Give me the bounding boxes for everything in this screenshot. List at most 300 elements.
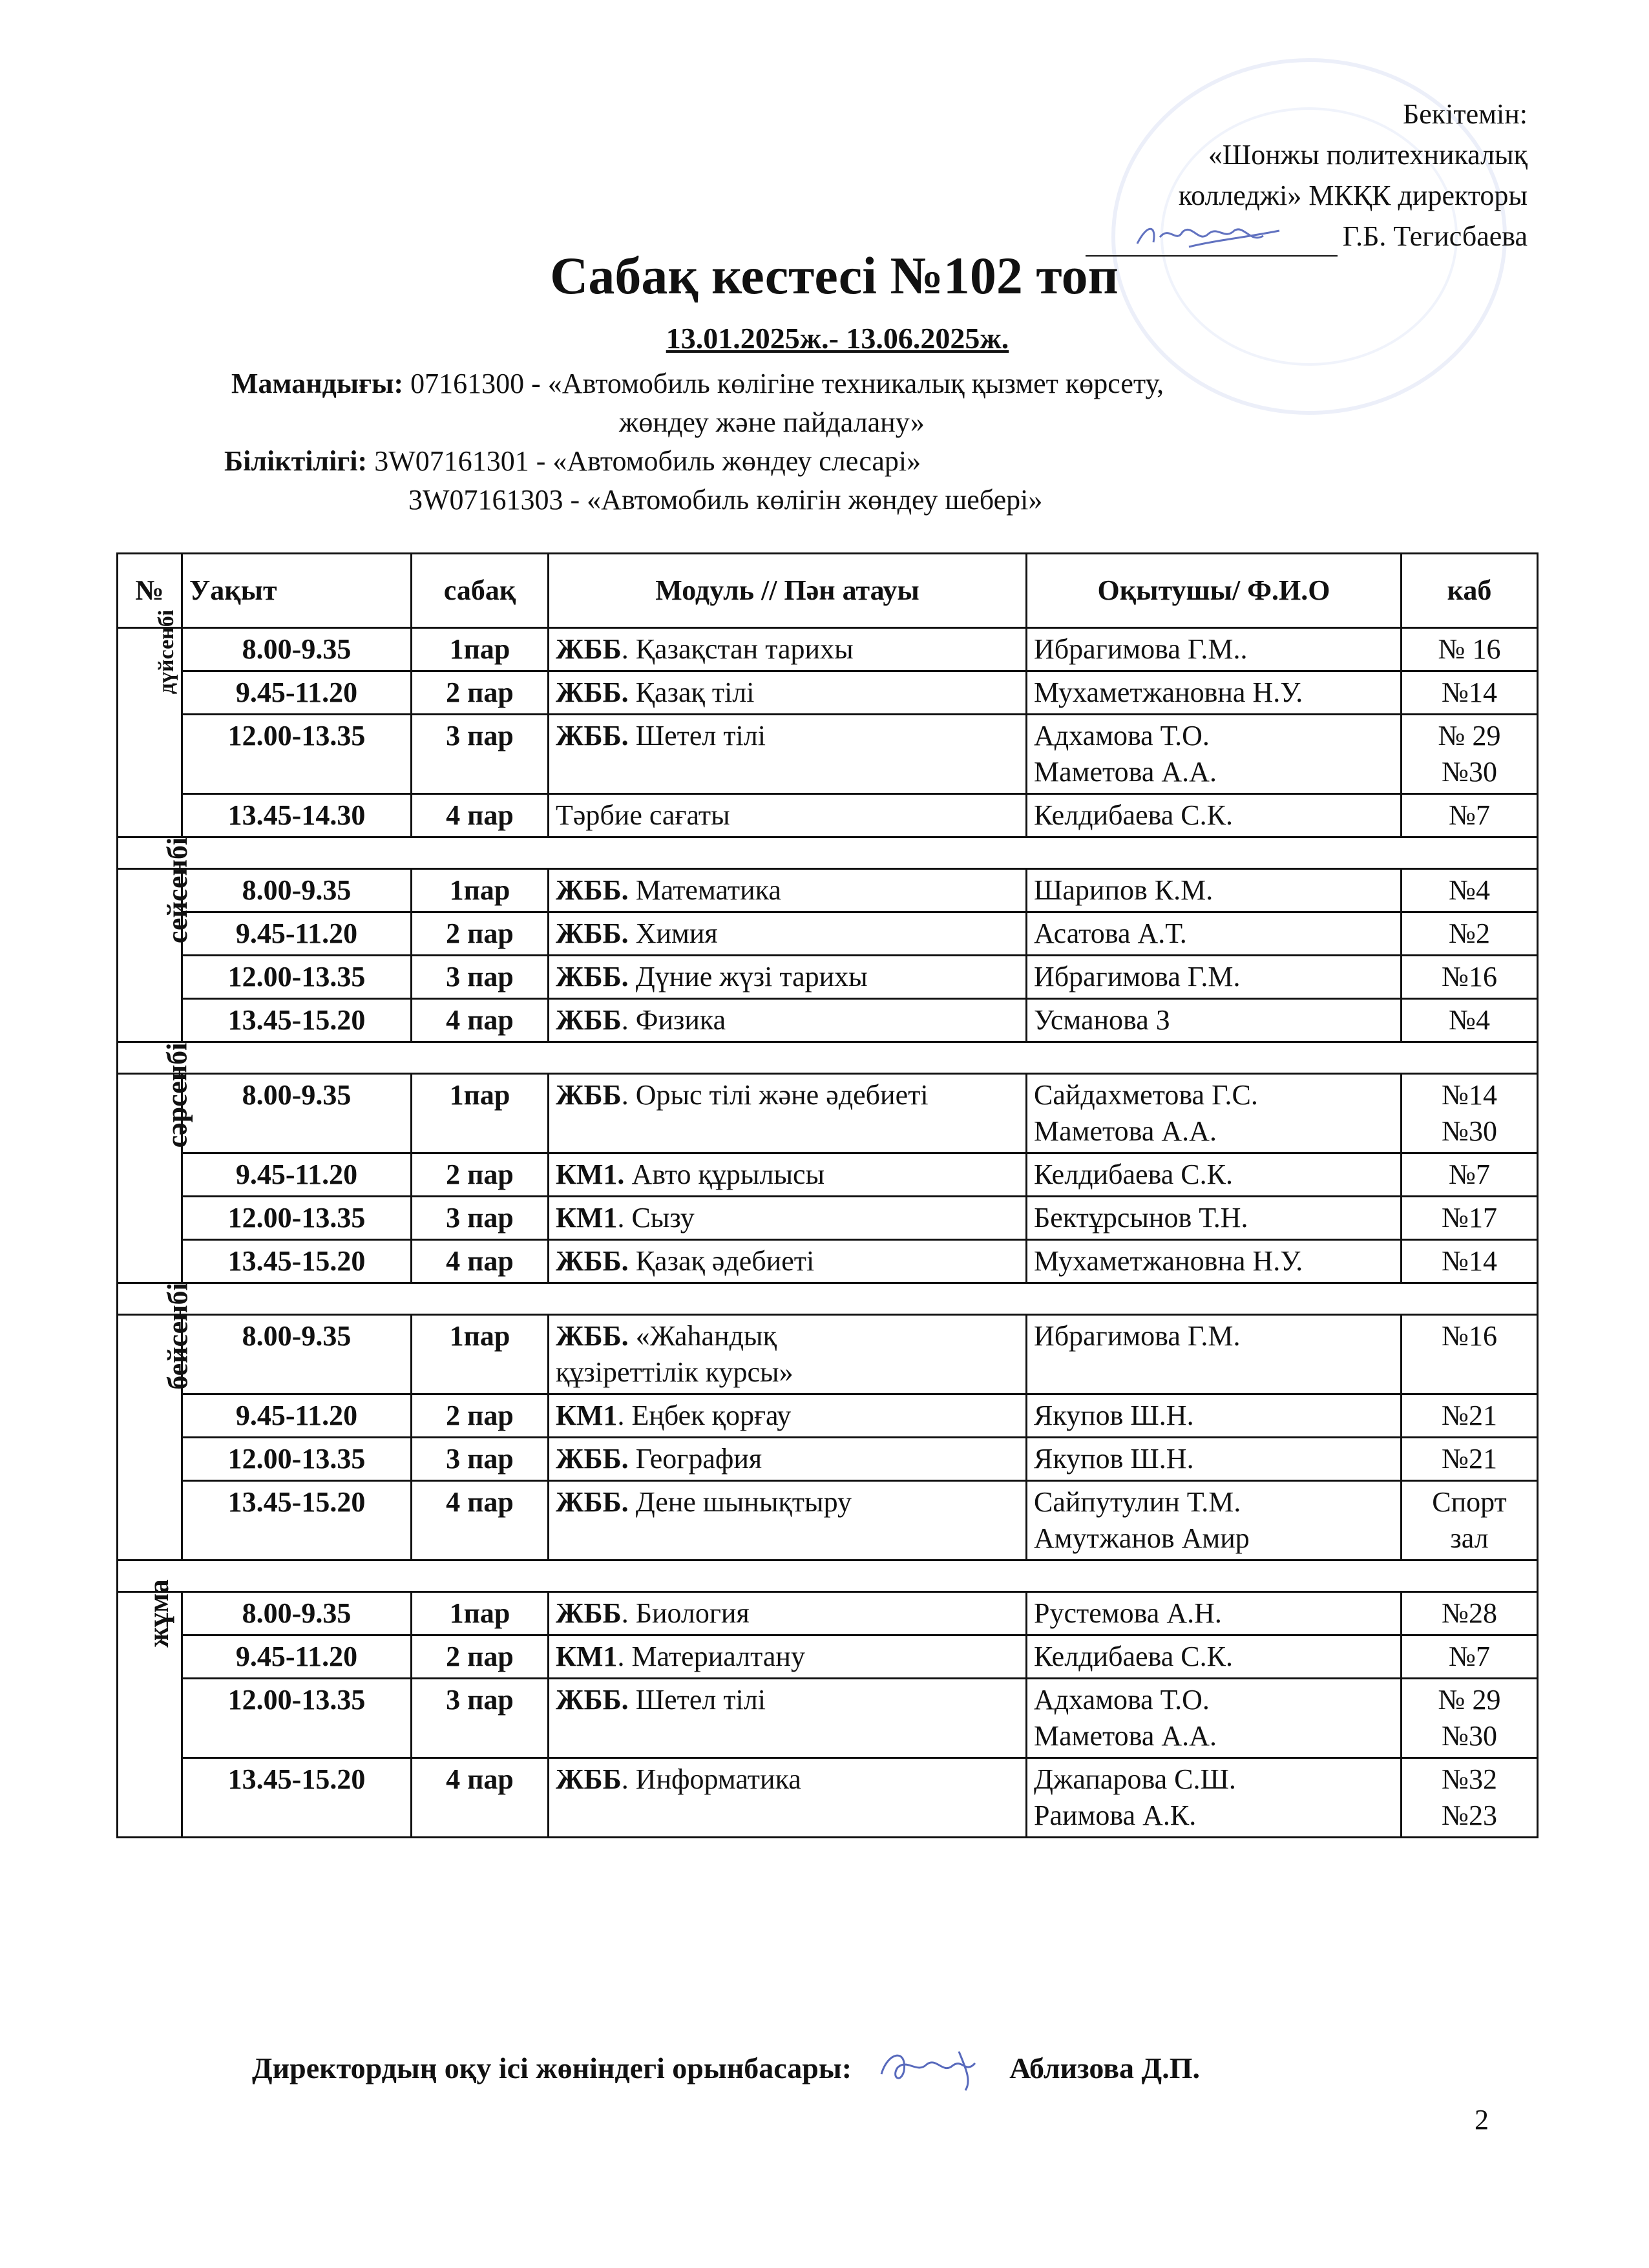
time-cell [182,1635,412,1679]
time-value: 13.45-15.20 [227,1486,366,1518]
room-cell [1402,1679,1538,1758]
time-cell [182,1679,412,1758]
time-value: 13.45-14.30 [227,799,366,831]
pair-value: 1пар [449,1079,510,1111]
subject-line [556,797,1019,834]
room-value-2: №23 [1442,1800,1497,1831]
pair-value: 3 пар [446,1684,514,1716]
pair-value: 4 пар [446,1763,514,1795]
specialty-line-2: жөндеу және пайдалану» [619,406,925,438]
pair-cell [412,1315,549,1394]
qualification-line-2: 3W07161303 - «Автомобиль көлігін жөндеу шебері» [408,484,1043,516]
header-num: № [118,554,182,628]
teacher-name: Ибрагимова Г.М. [1034,1320,1241,1352]
deputy-signature [868,2039,998,2097]
subject-cell [549,1592,1027,1635]
room-value-2: зал [1450,1522,1489,1554]
subject-line [556,675,1019,711]
subject-line [556,1077,1019,1113]
teacher-cell [1027,1394,1402,1438]
table-row [118,628,1538,671]
subject-prefix: КМ1 [556,1400,618,1431]
subject-name: Шетел тілі [628,1684,766,1716]
time-value: 13.45-15.20 [227,1245,366,1277]
teacher-name: Адхамова Т.О. [1034,720,1210,751]
teacher-name: Келдибаева С.К. [1034,1159,1233,1190]
room-cell [1402,1438,1538,1481]
teacher-name: Якупов Ш.Н. [1034,1400,1194,1431]
table-row [118,715,1538,794]
qualification-line [224,443,921,480]
room-cell [1402,956,1538,999]
day-separator-row [118,1042,1538,1074]
table-row [118,794,1538,837]
approval-line-2: «Шонжы политехникалық [1208,139,1528,171]
teacher-cell [1027,1315,1402,1394]
day-name: дүйсенбі [154,609,179,695]
teacher-cell [1027,1481,1402,1560]
time-cell [182,628,412,671]
subject-name: Қазақ әдебиеті [628,1245,815,1277]
subject-name: Дене шынықтыру [628,1486,852,1518]
subject-prefix: ЖББ [556,633,622,665]
subject-name: . Сызу [617,1202,695,1234]
teacher-name-2: Раимова А.К. [1034,1800,1197,1831]
table-row [118,956,1538,999]
subject-name: Дүние жүзі тарихы [628,961,868,992]
pair-cell [412,1635,549,1679]
subject-cell [549,715,1027,794]
teacher-name-2: Маметова А.А. [1034,756,1217,788]
time-cell [182,999,412,1042]
day-separator [118,1042,1538,1074]
teacher-name: Сайпутулин Т.М. [1034,1486,1241,1518]
subject-name: Авто құрылысы [624,1159,825,1190]
subject-prefix: ЖББ. [556,677,629,708]
time-cell [182,671,412,715]
subject-name: . Қазақстан тарихы [621,633,854,665]
specialty-line [231,365,1164,403]
teacher-cell [1027,1592,1402,1635]
subject-prefix: ЖББ. [556,1320,629,1352]
teacher-cell [1027,715,1402,794]
day-cell [118,1283,194,1560]
room-value: №17 [1442,1202,1497,1234]
time-cell [182,1153,412,1197]
pair-cell [412,869,549,912]
time-cell [182,1197,412,1240]
teacher-cell [1027,1635,1402,1679]
subject-cell [549,1197,1027,1240]
table-row [118,1315,1538,1394]
pair-cell [412,794,549,837]
subject-cell [549,628,1027,671]
qualification-label: Біліктілігі: [224,445,368,477]
subject-name: Шетел тілі [628,720,766,751]
room-cell [1402,869,1538,912]
day-name: бейсенбі [162,1283,194,1390]
teacher-name: Бектұрсынов Т.Н. [1034,1202,1248,1234]
teacher-cell [1027,1240,1402,1283]
pair-value: 4 пар [446,799,514,831]
teacher-name-2: Маметова А.А. [1034,1115,1217,1147]
page-title: Сабақ кестесі №102 топ [550,246,1119,305]
subject-name-line-2: құзіреттілік курсы» [556,1356,793,1388]
time-cell [182,1074,412,1153]
subject-prefix: ЖББ. [556,720,629,751]
teacher-name: Ибрагимова Г.М.. [1034,633,1248,665]
teacher-cell [1027,1758,1402,1838]
subject-line [556,1398,1019,1434]
room-value: №16 [1442,1320,1497,1352]
subject-prefix: КМ1. [556,1159,625,1190]
teacher-name-2: Амутжанов Амир [1034,1522,1250,1554]
subject-prefix: КМ1 [556,1641,618,1672]
room-cell [1402,628,1538,671]
pair-value: 1пар [449,633,510,665]
pair-value: 3 пар [446,1202,514,1234]
footer [252,2039,1200,2097]
table-row [118,999,1538,1042]
table-row [118,1197,1538,1240]
teacher-name: Джапарова С.Ш. [1034,1763,1236,1795]
time-cell [182,1592,412,1635]
table-row [118,1592,1538,1635]
footer-label: Директордың оқу ісі жөніндегі орынбасары: [252,2051,852,2084]
schedule-period: 13.01.2025ж.- 13.06.2025ж. [666,322,1009,355]
time-cell [182,956,412,999]
room-cell [1402,1153,1538,1197]
time-cell [182,1315,412,1394]
table-row [118,1481,1538,1560]
day-cell [118,837,194,1042]
pair-cell [412,1481,549,1560]
table-row [118,1240,1538,1283]
pair-cell [412,999,549,1042]
approval-line-1: Бекітемін: [1403,98,1528,130]
room-cell [1402,671,1538,715]
pair-value: 2 пар [446,1641,514,1672]
day-separator [118,1560,1538,1592]
subject-prefix: ЖББ [556,1004,622,1036]
teacher-name-2: Маметова А.А. [1034,1720,1217,1752]
day-cell [118,1579,182,1838]
table-row [118,912,1538,956]
room-cell [1402,1394,1538,1438]
pair-value: 2 пар [446,1400,514,1431]
day-cell [118,1042,193,1283]
teacher-cell [1027,956,1402,999]
subject-line [556,1157,1019,1193]
time-value: 9.45-11.20 [235,1400,358,1431]
time-cell [182,1438,412,1481]
table-row [118,1758,1538,1838]
time-value: 8.00-9.35 [242,1320,352,1352]
room-value: №2 [1449,918,1490,949]
subject-cell [549,1481,1027,1560]
subject-name: Тәрбие сағаты [556,799,730,831]
subject-line [556,1682,1019,1718]
teacher-cell [1027,869,1402,912]
room-cell [1402,1240,1538,1283]
teacher-cell [1027,628,1402,671]
room-value: № 29 [1438,1684,1501,1716]
pair-cell [412,1758,549,1838]
footer-name: Аблизова Д.П. [1009,2051,1200,2084]
room-value: №7 [1449,799,1490,831]
room-cell [1402,794,1538,837]
time-value: 13.45-15.20 [227,1763,366,1795]
subject-name: Химия [628,918,718,949]
header-teacher: Оқытушы/ Ф.И.О [1027,554,1402,628]
time-value: 8.00-9.35 [242,633,352,665]
approval-line-3: колледжі» МКҚК директоры [1178,180,1528,211]
header-pair: сабақ [412,554,549,628]
subject-name: . Орыс тілі және әдебиеті [621,1079,929,1111]
time-cell [182,715,412,794]
subject-name: . Биология [621,1597,750,1629]
time-cell [182,1394,412,1438]
room-value: №28 [1442,1597,1497,1629]
pair-value: 4 пар [446,1245,514,1277]
table-row [118,1153,1538,1197]
subject-cell [549,1394,1027,1438]
subject-cell [549,671,1027,715]
subject-prefix: ЖББ. [556,1245,629,1277]
time-value: 12.00-13.35 [227,720,366,751]
room-value: №14 [1442,677,1497,708]
room-value: №7 [1449,1159,1490,1190]
room-value: №4 [1449,874,1490,906]
time-value: 8.00-9.35 [242,1597,352,1629]
subject-name: «Жаһандық [628,1320,777,1352]
subject-line [556,718,1019,754]
pair-cell [412,1438,549,1481]
day-separator [118,837,1538,869]
table-row [118,1074,1538,1153]
room-value: № 16 [1438,633,1501,665]
pair-cell [412,1394,549,1438]
subject-cell [549,999,1027,1042]
pair-value: 3 пар [446,1443,514,1475]
time-value: 9.45-11.20 [235,918,358,949]
subject-cell [549,956,1027,999]
pair-value: 1пар [449,1320,510,1352]
subject-cell [549,1635,1027,1679]
pair-cell [412,1197,549,1240]
pair-value: 1пар [449,874,510,906]
room-value: №14 [1442,1079,1497,1111]
teacher-cell [1027,999,1402,1042]
time-value: 12.00-13.35 [227,1684,366,1716]
subject-line [556,631,1019,667]
time-value: 9.45-11.20 [235,1641,358,1672]
pair-value: 1пар [449,1597,510,1629]
pair-value: 4 пар [446,1004,514,1036]
subject-line [556,959,1019,995]
subject-prefix: КМ1 [556,1202,618,1234]
room-cell [1402,999,1538,1042]
teacher-name: Ибрагимова Г.М. [1034,961,1241,992]
table-header-row [118,554,1538,628]
time-value: 9.45-11.20 [235,677,358,708]
approval-block [1036,94,1528,268]
schedule-body [118,609,1538,1838]
teacher-name: Шарипов К.М. [1034,874,1213,906]
pair-value: 3 пар [446,720,514,751]
day-name: сәрсенбі [161,1042,193,1148]
room-value: №32 [1442,1763,1497,1795]
subject-name: . Физика [621,1004,726,1036]
subject-line [556,872,1019,908]
subject-prefix: ЖББ. [556,874,629,906]
teacher-name: Келдибаева С.К. [1034,799,1233,831]
subject-cell [549,1758,1027,1838]
room-value: №14 [1442,1245,1497,1277]
table-row [118,1635,1538,1679]
pair-cell [412,956,549,999]
room-cell [1402,1197,1538,1240]
subject-cell [549,794,1027,837]
pair-cell [412,912,549,956]
subject-cell [549,1240,1027,1283]
day-separator-row [118,1283,1538,1315]
subject-line [556,916,1019,952]
pair-value: 2 пар [446,918,514,949]
subject-prefix: ЖББ. [556,1684,629,1716]
teacher-name: Усманова З [1034,1004,1170,1036]
subject-line [556,1595,1019,1632]
time-value: 12.00-13.35 [227,1443,366,1475]
pair-cell [412,1074,549,1153]
subject-cell [549,869,1027,912]
table-row [118,1394,1538,1438]
teacher-cell [1027,1197,1402,1240]
time-cell [182,794,412,837]
teacher-name: Келдибаева С.К. [1034,1641,1233,1672]
time-value: 12.00-13.35 [227,961,366,992]
pair-cell [412,1153,549,1197]
subject-line [556,1200,1019,1236]
day-name: сейсенбі [162,837,194,944]
time-cell [182,1758,412,1838]
subject-line [556,1441,1019,1477]
subject-name: . Материалтану [617,1641,805,1672]
teacher-name: Рустемова А.Н. [1034,1597,1222,1629]
subject-name: Қазақ тілі [628,677,755,708]
time-value: 8.00-9.35 [242,874,352,906]
teacher-cell [1027,912,1402,956]
room-value-2: №30 [1442,756,1497,788]
room-cell [1402,715,1538,794]
subject-line [556,1318,1019,1354]
subject-prefix: ЖББ. [556,1443,629,1475]
subject-line [556,1761,1019,1798]
pair-cell [412,715,549,794]
time-value: 12.00-13.35 [227,1202,366,1234]
subject-line [556,1639,1019,1675]
pair-value: 2 пар [446,1159,514,1190]
day-separator-row [118,1560,1538,1592]
room-value: Спорт [1432,1486,1507,1518]
subject-cell [549,912,1027,956]
subject-cell [549,1679,1027,1758]
table-row [118,869,1538,912]
room-value: №16 [1442,961,1497,992]
day-separator-row [118,837,1538,869]
teacher-cell [1027,1679,1402,1758]
time-value: 8.00-9.35 [242,1079,352,1111]
subject-line [556,1484,1019,1520]
subject-cell [549,1074,1027,1153]
page-number: 2 [1475,2104,1489,2136]
room-value: №21 [1442,1443,1497,1475]
subject-name: География [628,1443,762,1475]
subject-prefix: ЖББ [556,1597,622,1629]
subject-cell [549,1153,1027,1197]
subject-prefix: ЖББ. [556,1486,629,1518]
pair-cell [412,1679,549,1758]
subject-name: . Информатика [621,1763,801,1795]
room-cell [1402,1592,1538,1635]
pair-cell [412,671,549,715]
room-cell [1402,1315,1538,1394]
room-cell [1402,1074,1538,1153]
subject-line [556,1243,1019,1279]
time-cell [182,1481,412,1560]
teacher-name: Адхамова Т.О. [1034,1684,1210,1716]
time-value: 13.45-15.20 [227,1004,366,1036]
header-subject: Модуль // Пән атауы [549,554,1027,628]
subject-cell [549,1438,1027,1481]
room-value: №4 [1449,1004,1490,1036]
pair-cell [412,1592,549,1635]
room-value: №7 [1449,1641,1490,1672]
header-time: Уақыт [182,554,412,628]
time-cell [182,869,412,912]
pair-value: 3 пар [446,961,514,992]
qualification-value: 3W07161301 - «Автомобиль жөндеу слесарі» [367,445,921,477]
pair-value: 2 пар [446,677,514,708]
day-separator [118,1283,1538,1315]
room-value-2: №30 [1442,1115,1497,1147]
teacher-name: Асатова А.Т. [1034,918,1187,949]
table-row [118,1438,1538,1481]
subject-line [556,1002,1019,1038]
table-row [118,671,1538,715]
time-value: 9.45-11.20 [235,1159,358,1190]
specialty-value: 07161300 - «Автомобиль көлігіне техникалық қызмет көрсету, [403,368,1164,399]
subject-prefix: ЖББ. [556,961,629,992]
subject-cell [549,1315,1027,1394]
pair-cell [412,628,549,671]
room-value-2: №30 [1442,1720,1497,1752]
header-room: каб [1402,554,1538,628]
pair-value: 4 пар [446,1486,514,1518]
room-value: № 29 [1438,720,1501,751]
subject-prefix: ЖББ [556,1763,622,1795]
room-cell [1402,1481,1538,1560]
teacher-cell [1027,1074,1402,1153]
day-cell [118,609,182,837]
director-name: Г.Б. Тегисбаева [1342,220,1528,252]
room-cell [1402,912,1538,956]
schedule-table [116,552,1539,1838]
room-cell [1402,1635,1538,1679]
teacher-cell [1027,1438,1402,1481]
teacher-name: Мухаметжановна Н.У. [1034,1245,1303,1277]
specialty-label: Мамандығы: [231,368,404,399]
